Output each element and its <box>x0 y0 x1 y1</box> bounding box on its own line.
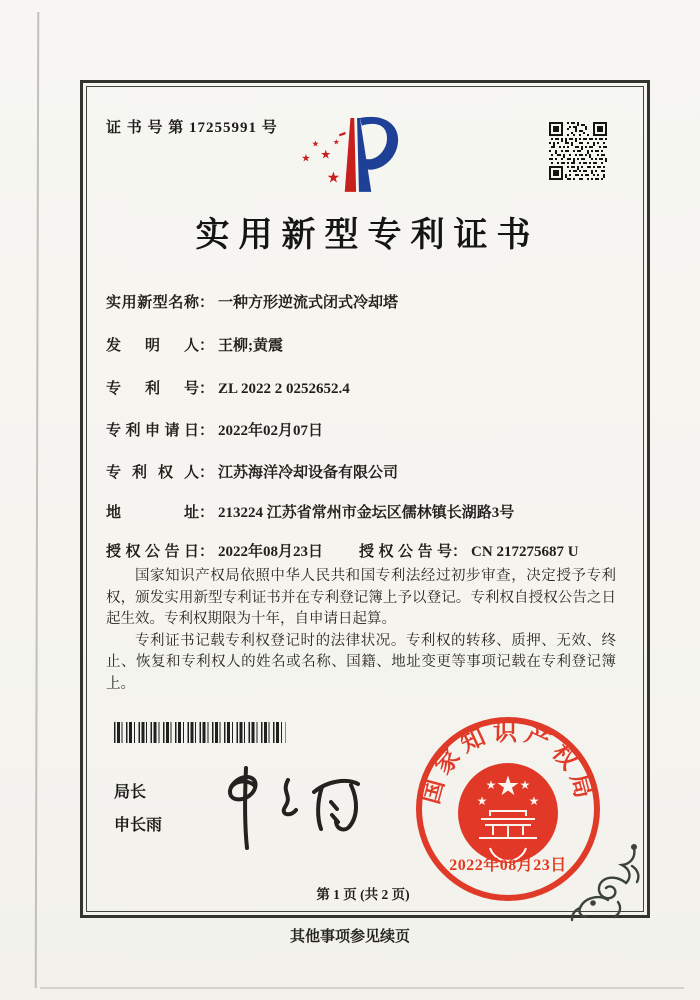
field-value: ZL 2022 2 0252652.4 <box>218 381 350 397</box>
continuation-note: 其他事项参见续页 <box>289 929 410 945</box>
director-name: 申长雨 <box>114 817 163 834</box>
field-value: CN 217275687 U <box>471 544 579 560</box>
field-patentee <box>106 461 618 482</box>
field-value: 213224 江苏省常州市金坛区儒林镇长湖路3号 <box>218 505 515 521</box>
svg-text:★: ★ <box>320 147 332 162</box>
field-label: 地址 <box>106 505 199 521</box>
logo-blue-column <box>357 118 371 192</box>
signature-icon <box>200 760 378 858</box>
label-colon: ： <box>199 338 215 354</box>
field-value: 江苏海洋冷却设备有限公司 <box>218 465 399 481</box>
label-colon: ： <box>199 465 215 481</box>
field-utility-model-name <box>106 291 618 312</box>
svg-text:★: ★ <box>476 794 488 808</box>
label-colon: ： <box>199 423 215 439</box>
svg-text:★: ★ <box>495 771 521 802</box>
svg-text:★: ★ <box>301 152 311 165</box>
svg-text:★: ★ <box>485 778 497 792</box>
label-colon: ： <box>199 544 215 560</box>
certificate-title: 实用新型专利证书 <box>195 217 540 254</box>
page-indicator: 第 1 页 (共 2 页) <box>316 887 410 902</box>
field-label: 专利权人 <box>106 465 199 481</box>
national-emblem <box>458 763 558 863</box>
scan-page-edge-left <box>35 12 40 988</box>
field-filing-date <box>106 419 618 440</box>
field-inventor <box>106 334 618 355</box>
legal-paragraph-2: 专利证书记载专利权登记时的法律状况。专利权的转移、质押、无效、终止、恢复和专利权人的姓名或名称、国籍、地址变更等事项记载在专利登记簿上。 <box>106 632 616 692</box>
logo-stars <box>301 132 346 186</box>
field-label: 专利申请日 <box>106 423 199 439</box>
barcode <box>114 722 286 743</box>
field-value: 2022年08月23日 <box>218 544 324 560</box>
field-address <box>106 501 618 522</box>
scan-page-edge-bottom <box>40 987 684 989</box>
label-colon: ： <box>452 544 468 560</box>
field-label: 实用新型名称 <box>106 295 199 311</box>
svg-text:★: ★ <box>326 168 341 187</box>
logo-p-bowl <box>360 117 398 170</box>
legal-text-block <box>106 566 616 696</box>
svg-text:★: ★ <box>528 794 540 808</box>
svg-text:★: ★ <box>311 139 320 150</box>
legal-paragraph-1: 国家知识产权局依照中华人民共和国专利法经过初步审查，决定授予专利权，颁发实用新型专利证书并在专利登记簿上予以登记。专利权自授权公告之日起生效。专利权期限为十年，自申请日起算。 <box>106 568 616 628</box>
field-patent-number <box>106 377 618 398</box>
field-label: 专利号 <box>106 381 199 397</box>
qr-code <box>549 122 607 180</box>
logo-red-column <box>345 118 356 192</box>
label-colon: ： <box>199 505 215 521</box>
field-value: 一种方形逆流式闭式冷却塔 <box>218 295 399 311</box>
seal-ring-text: 国家知识产权局 <box>418 719 598 807</box>
certificate-number: 证 书 号 第 17255991 号 <box>106 120 278 136</box>
field-grant-date-and-number <box>106 540 618 561</box>
grant-number-pair <box>359 540 579 561</box>
director-title: 局长 <box>114 784 147 801</box>
field-label: 发明人 <box>106 338 199 354</box>
field-value: 2022年02月07日 <box>218 423 324 439</box>
field-value: 王柳;黄震 <box>218 338 284 354</box>
seal-date: 2022年08月23日 <box>449 857 567 874</box>
svg-text:★: ★ <box>332 137 340 147</box>
cnipa-logo-icon <box>287 105 429 203</box>
label-colon: ： <box>199 295 215 311</box>
field-label: 授权公告号 <box>359 544 453 560</box>
grant-date-pair <box>106 544 323 560</box>
svg-text:★: ★ <box>519 778 531 792</box>
field-label: 授权公告日 <box>106 544 199 560</box>
label-colon: ： <box>199 381 215 397</box>
